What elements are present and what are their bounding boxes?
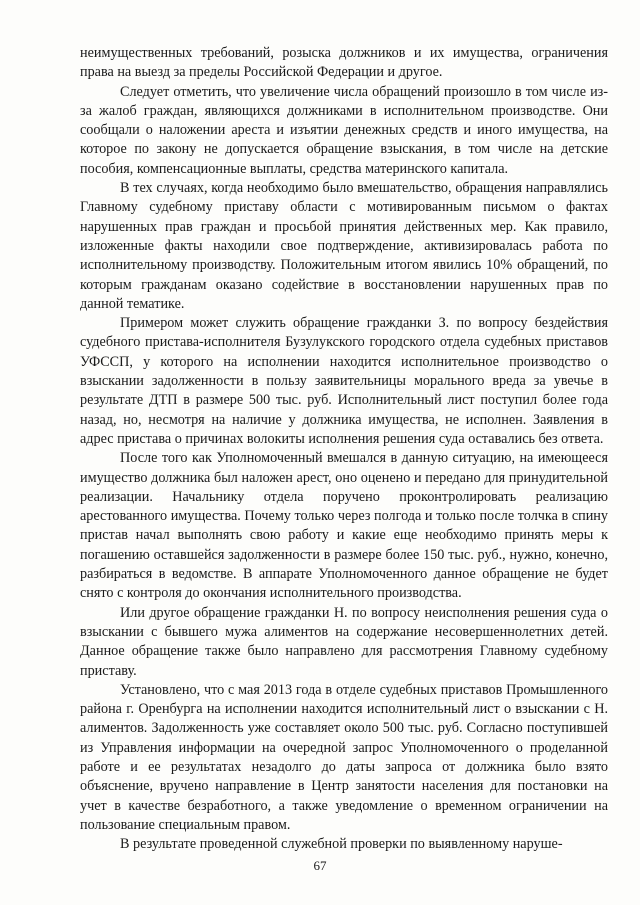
- page-number: 67: [313, 858, 327, 873]
- paragraph-4: Примером может служить обращение гражданки З. по вопросу бездействия судебного пристава-исполнителя Бузулукского городского отдела судебных приставов УФССП, у которого на исполнении находится исполнительное производство о взыскании задолженности в пользу заявительницы морального вреда за увечье в результате ДТП в размере 500 тыс. руб. Исполнительный лист поступил более года назад, но, несмотря на наличие у должника имущества, не исполнен. Заявления в адрес пристава о причинах волокиты исполнения решения суда оставались без ответа.: [80, 315, 608, 447]
- paragraph-6: Или другое обращение гражданки Н. по вопросу неисполнения решения суда о взыскании с бывшего мужа алиментов на содержание несовершеннолетних детей. Данное обращение также было направлено для рассмотрения Главному судебному приставу.: [80, 604, 608, 679]
- text-column: [80, 44, 608, 854]
- paragraph-7: Установлено, что с мая 2013 года в отделе судебных приставов Промышленного района г. Оренбурга на исполнении находится исполнительный лист о взыскании с Н. алиментов. Задолженность уже составляет около 500 тыс. руб. Согласно поступившей из Управления информации на очередной запрос Уполномоченного о проделанной работе и ее результатах незадолго до даты запроса от должника было взято объяснение, вручено направление в Центр занятости населения для постановки на учет в качестве безработного, а также уведомление о временном ограничении на пользование специальным правом.: [80, 681, 608, 833]
- paragraph-3: В тех случаях, когда необходимо было вмешательство, обращения направлялись Главному судебному приставу области с мотивированным письмом о фактах нарушенных прав граждан и просьбой принятия действенных мер. Как правило, изложенные факты находили свое подтверждение, активизировалась работа по исполнительному производству. Положительным итогом явились 10% обращений, по которым гражданам оказано содействие в восстановлении нарушенных прав по данной тематике.: [80, 180, 608, 312]
- paragraph-8: В результате проведенной служебной проверки по выявленному наруше-: [120, 836, 563, 853]
- paragraph-5: После того как Уполномоченный вмешался в данную ситуацию, на имеющееся имущество должника был наложен арест, оно оценено и передано для принудительной реализации. Начальнику отдела поручено проконтролировать реализацию арестованного имущества. Почему только через полгода и только после толчка в спину пристав начал выполнять свою работу и какие еще необходимо принять меры к погашению оставшейся задолженности в размере более 150 тыс. руб., нужно, конечно, разбираться в ведомстве. В аппарате Уполномоченного данное обращение не будет снято с контроля до окончания исполнительного производства.: [80, 450, 608, 602]
- paragraph-1: неимущественных требований, розыска должников и их имущества, ограничения права на выезд за пределы Российской Федерации и другое.: [80, 45, 608, 81]
- paragraph-2: Следует отметить, что увеличение числа обращений произошло в том числе из-за жалоб граждан, являющихся должниками в исполнительном производстве. Они сообщали о наложении ареста и изъятии денежных средств и иного имущества, на которое по закону не допускается обращение взыскания, в том числе на детские пособия, компенсационные выплаты, средства материнского капитала.: [80, 83, 608, 177]
